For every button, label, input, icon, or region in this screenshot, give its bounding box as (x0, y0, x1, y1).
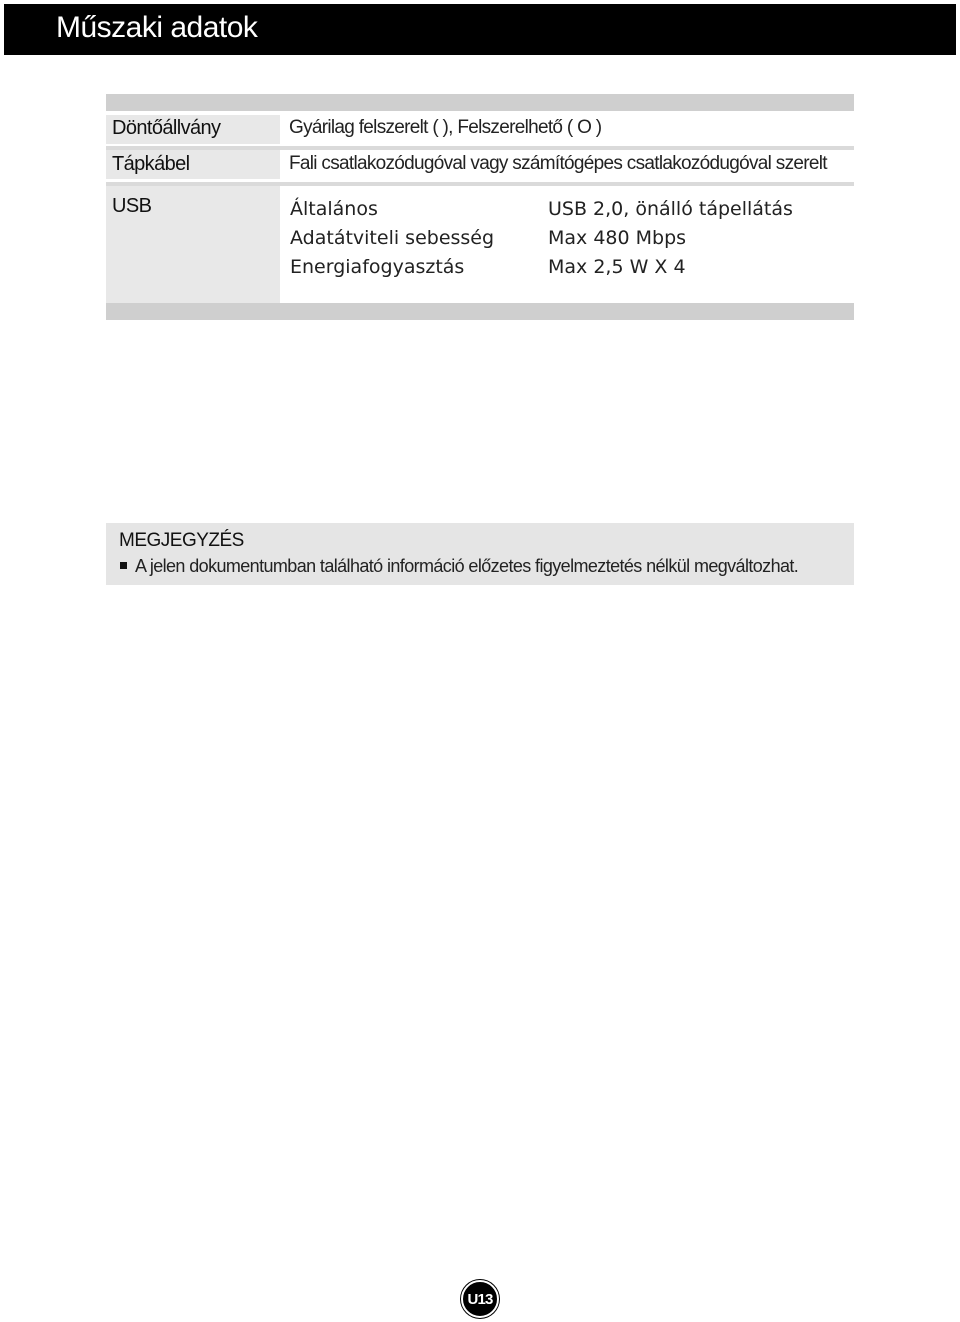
row-label-power-cable: Tápkábel (112, 153, 190, 175)
note-text: A jelen dokumentumban található információ előzetes figyelmeztetés nélkül megváltozhat. (135, 556, 799, 576)
table-top-bar (106, 94, 854, 111)
usb-value-general: USB 2,0, önálló tápellátás (548, 198, 793, 220)
row-label-usb: USB (112, 195, 152, 217)
page-title: Műszaki adatok (56, 11, 258, 44)
row-value-stand: Gyárilag felszerelt ( ), Felszerelhető ( O ) (289, 117, 602, 138)
page-number-badge (461, 1280, 499, 1318)
spec-table (106, 94, 854, 320)
row-value-power-cable: Fali csatlakozódugóval vagy számítógépes csatlakozódugóval szerelt (289, 153, 827, 174)
note-item (120, 556, 798, 577)
square-bullet-icon (120, 562, 127, 569)
page-number: U13 (467, 1290, 493, 1308)
page-header (4, 4, 956, 55)
note-title: MEGJEGYZÉS (119, 530, 244, 551)
usb-key-general: Általános (290, 198, 378, 220)
note-box (106, 523, 854, 585)
table-bottom-bar (106, 303, 854, 320)
usb-value-transfer-rate: Max 480 Mbps (548, 227, 687, 249)
usb-key-power-consumption: Energiafogyasztás (290, 256, 465, 278)
row-label-stand: Döntőállvány (112, 117, 221, 139)
usb-value-power-consumption: Max 2,5 W X 4 (548, 256, 686, 278)
usb-key-transfer-rate: Adatátviteli sebesség (290, 227, 495, 249)
